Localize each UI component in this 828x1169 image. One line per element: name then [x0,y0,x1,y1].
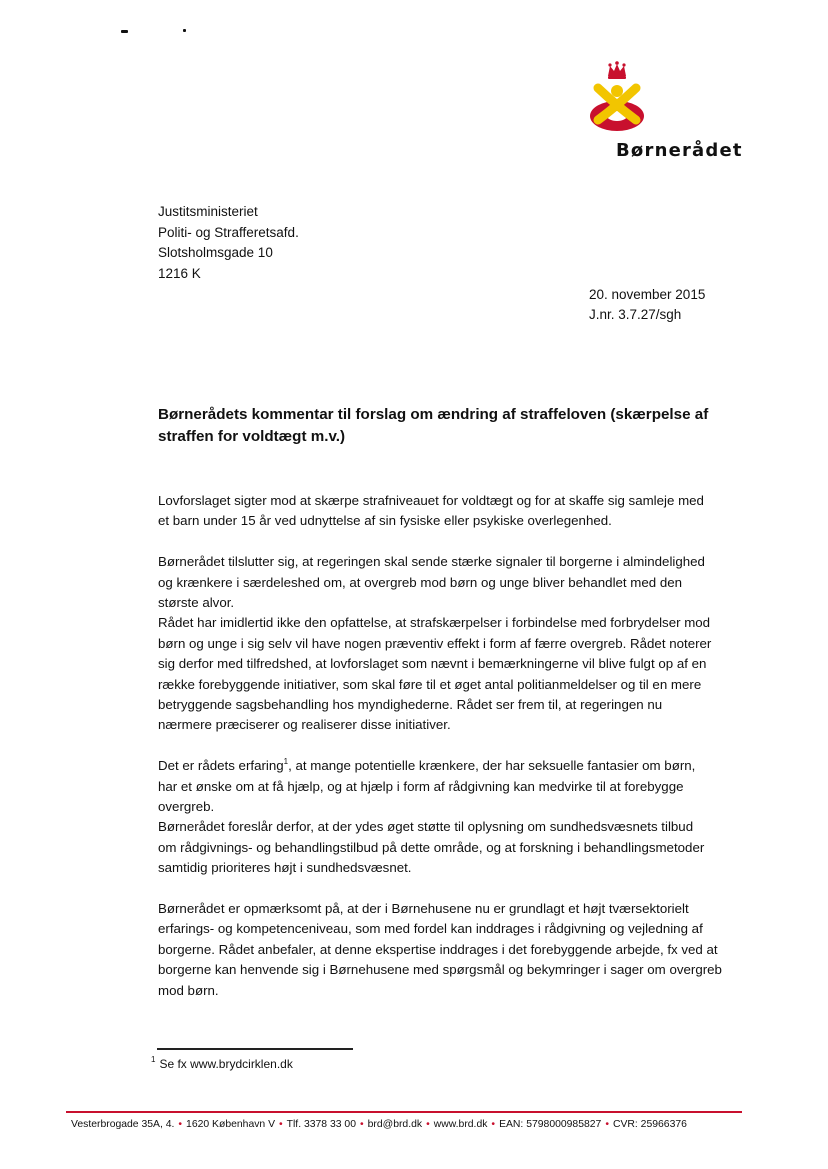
text-line: mod børn. [158,982,219,998]
journal-number: J.nr. 3.7.27/sgh [589,307,682,322]
letter-date: 20. november 2015 [589,287,706,302]
text-line: sig derfor med tilfredshed, at lovforslaget som nævnt i bemærkningerne vil blive fulgt op af en [158,656,707,672]
text-line: overgreb. [158,799,215,815]
footer-separator: • [279,1119,283,1130]
footnote-marker: 1 [151,1055,156,1064]
text-line: borgerne kan henvende sig i Børnehusene med spørgsmål og bekymringer i sager om overgreb [158,962,722,978]
footer-cvr: CVR: 25966376 [612,1119,687,1130]
brand-logo-icon [586,58,648,134]
footer-contact-bar [71,1119,751,1130]
text-line: nærmere præciserer og realiserer disse initiativer. [158,717,451,733]
recipient-line: Justitsministeriet [158,204,258,219]
text-line [158,756,758,776]
footer-separator: • [426,1119,430,1130]
footnote-reference[interactable]: 1 [283,757,289,767]
recipient-line: Slotsholmsgade 10 [158,245,273,260]
subject-line: straffen for voldtægt m.v.) [158,428,346,445]
footer-separator: • [359,1119,364,1130]
text-line: Børnerådet foreslår derfor, at der ydes øget støtte til oplysning om sundhedsvæsnets tilbud [158,819,694,835]
text-line: Lovforslaget sigter mod at skærpe strafniveauet for voldtægt og for at skaffe sig samleje med [158,493,704,508]
scan-speck [183,29,186,32]
paragraph [158,899,758,1001]
text-line: Børnerådet er opmærksomt på, at der i Børnehusene nu er grundlagt et højt tværsektorielt [158,901,689,917]
text-line: og krænkere i særdeleshed om, at overgreb mod børn og unge bliver behandlet med den [158,574,683,590]
footer-separator: • [605,1119,609,1130]
text-line: række forebyggende initiativer, som skal føre til et øget antal politianmeldelser og til en mere [158,676,702,692]
footnote-text: Se fx www.brydcirklen.dk [159,1057,293,1071]
text-line: børn og unge i sig selv vil have nogen præventiv effekt i form af færre overgreb. Rådet noterer [158,635,712,651]
recipient-line: 1216 K [158,265,201,281]
text-fragment: Det er rådets erfaring [158,758,284,774]
subject-line: Børnerådets kommentar til forslag om ændring af straffeloven (skærpelse af [158,406,709,423]
text-line: betryggende sagsbehandling hos myndighederne. Rådet ser frem til, at regeringen nu [158,697,663,713]
recipient-line: Politi- og Strafferetsafd. [158,224,299,240]
text-line: største alvor. [158,595,235,611]
text-fragment: , at mange potentielle krænkere, der har seksuelle fantasier om børn, [288,758,696,774]
footnote [151,1057,293,1071]
text-line: samtidig prioriteres højt i sundhedsvæsnet. [158,860,412,876]
footer-email-link[interactable]: brd@brd.dk [367,1119,423,1130]
recipient-address [158,202,299,284]
paragraph [158,491,758,532]
footer-ean: EAN: 5798000985827 [499,1119,602,1130]
footer-website-link[interactable]: www.brd.dk [433,1119,488,1130]
paragraph [158,613,758,735]
letter-body [158,491,758,1022]
date-block [589,285,705,325]
footer-separator: • [491,1119,496,1130]
text-line: borgerne. Rådet anbefaler, at denne ekspertise inddrages i det forebyggende arbejde, fx ved at [158,941,718,957]
text-line: Børnerådet tilslutter sig, at regeringen skal sende stærke signaler til borgerne i almindelighed [158,554,705,570]
scan-speck [121,30,128,33]
subject-heading [158,404,748,448]
paragraph [158,552,758,613]
brand-name: Børnerådet [616,140,743,161]
crown-icon [608,61,626,79]
text-line: om rådgivnings- og behandlingstilbud på dette område, og at forskning i behandlingsmetoder [158,839,705,855]
text-line: har et ønske om at få hjælp, og at hjælp i form af rådgivning kan medvirke til at forebygge [158,778,684,794]
footer-divider [66,1111,742,1113]
paragraph [158,817,758,878]
footer-phone: Tlf. 3378 33 00 [286,1119,356,1130]
footnote-divider [157,1048,353,1050]
text-line: et barn under 15 år ved udnyttelse af sin fysiske eller psykiske overlegenhed. [158,513,612,529]
footer-address: Vesterbrogade 35A, 4. [71,1119,175,1130]
text-line: Rådet har imidlertid ikke den opfattelse, at strafskærpelser i forbindelse med forbrydelser mod [158,615,711,631]
text-line: erfarings- og kompetenceniveau, som med fordel kan inddrages i rådgivning og vejledning af [158,921,703,937]
footer-separator: • [178,1119,183,1130]
footer-city: 1620 København V [186,1119,276,1130]
paragraph [158,756,758,817]
